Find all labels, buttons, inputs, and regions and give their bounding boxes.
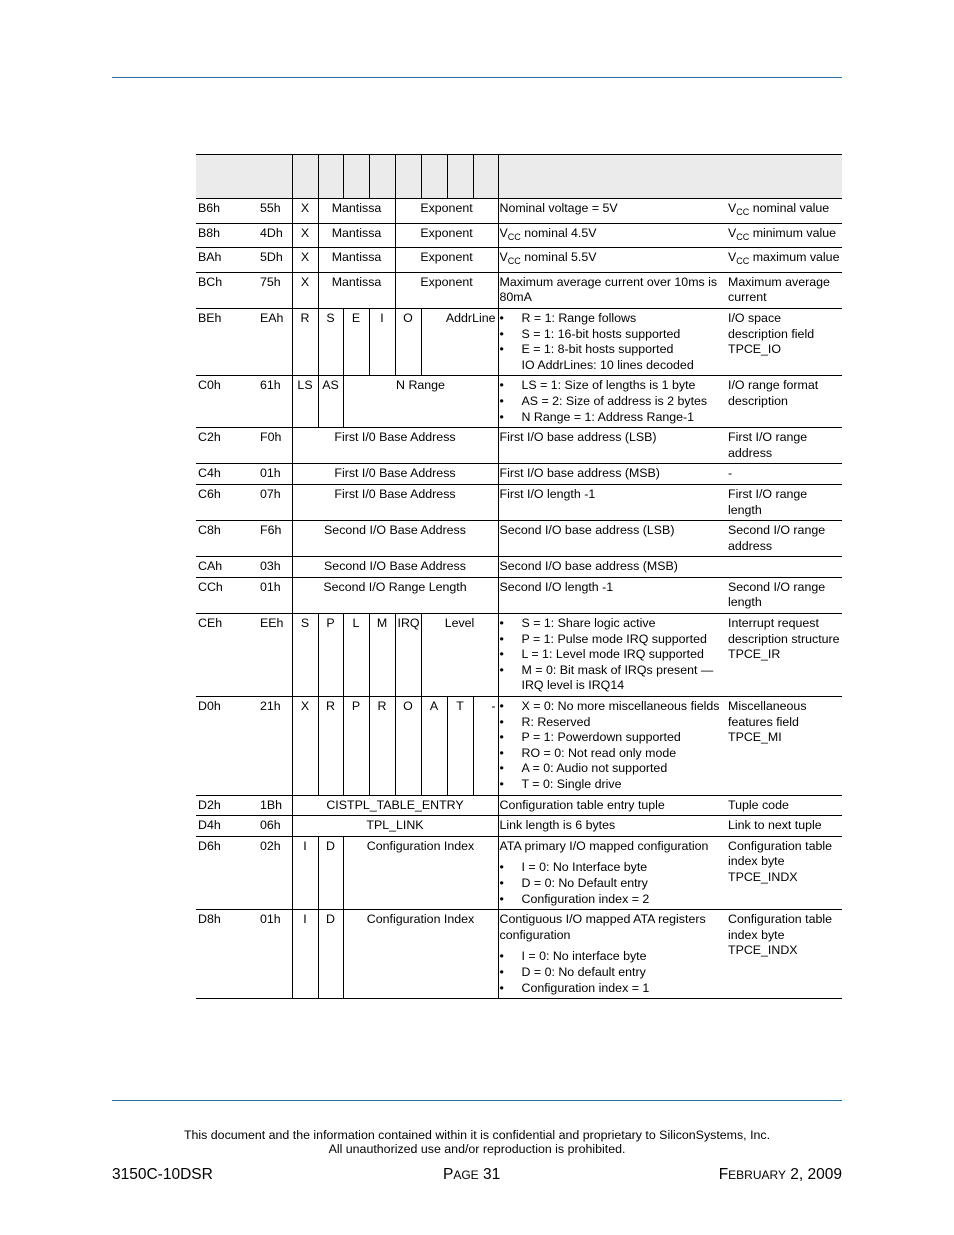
bullet-glyph: • — [499, 378, 504, 393]
bit-field-cell: D — [318, 836, 343, 909]
bullet-item — [500, 892, 725, 908]
offset-cell: D0h — [196, 697, 258, 796]
bullet-item — [500, 730, 725, 746]
data-cell: 01h — [258, 910, 292, 999]
function-text: Configuration table index byte — [728, 838, 833, 869]
bullet-item — [500, 410, 725, 426]
offset-cell: CEh — [196, 614, 258, 697]
table-header-row — [196, 155, 842, 199]
bit-field-cell: Configuration Index — [343, 910, 498, 999]
offset-cell: D4h — [196, 816, 258, 837]
description-cell — [498, 484, 726, 520]
bullet-text: S = 1: Share logic active — [521, 616, 656, 631]
description-cell — [498, 577, 726, 613]
bit-field-cell: First I/0 Base Address — [292, 428, 498, 464]
bit-field-cell: AS — [318, 376, 343, 428]
bullet-text: I = 0: No interface byte — [521, 949, 647, 964]
bullet-item — [500, 663, 725, 694]
bit-field-cell: - — [473, 697, 498, 796]
bit-field-cell: T — [447, 697, 473, 796]
bullet-list — [500, 311, 725, 373]
description-text: Second I/O base address (MSB) — [499, 559, 678, 574]
function-cell — [726, 428, 842, 464]
offset-cell: C8h — [196, 521, 258, 557]
bullet-item — [500, 327, 725, 343]
doc-date — [719, 1166, 842, 1184]
bullet-item — [500, 616, 725, 632]
bit-field-cell: Exponent — [395, 199, 498, 224]
table-row — [196, 557, 842, 578]
bullet-item — [500, 876, 725, 892]
description-text: Maximum average current over 10ms is 80mA — [499, 274, 718, 305]
bullet-text: D = 0: No Default entry — [521, 875, 648, 890]
function-cell — [726, 795, 842, 816]
data-cell: 75h — [258, 272, 292, 308]
bullet-item — [500, 311, 725, 327]
offset-cell: D8h — [196, 910, 258, 999]
table-row — [196, 910, 842, 999]
data-cell: 61h — [258, 376, 292, 428]
top-rule — [112, 77, 842, 78]
bullet-item — [500, 342, 725, 358]
bullet-item — [500, 949, 725, 965]
description-cell — [498, 248, 726, 273]
bullet-glyph: • — [499, 761, 504, 776]
description-cell — [498, 521, 726, 557]
data-cell: 01h — [258, 464, 292, 485]
bit-field-cell: S — [292, 614, 318, 697]
bit-field-cell: Second I/O Range Length — [292, 577, 498, 613]
bit-field-cell: X — [292, 697, 318, 796]
offset-cell: B8h — [196, 223, 258, 248]
bit-field-cell: Exponent — [395, 272, 498, 308]
bit-field-cell: Second I/O Base Address — [292, 557, 498, 578]
description-cell — [498, 376, 726, 428]
offset-cell: C2h — [196, 428, 258, 464]
header-cell — [343, 155, 369, 199]
bullet-glyph: • — [499, 777, 504, 791]
bullet-text: N Range = 1: Address Range-1 — [521, 409, 695, 424]
description-text: ATA primary I/O mapped configuration — [499, 838, 709, 853]
function-text: TPCE_MI — [728, 730, 782, 745]
function-text: Interrupt request description structure — [728, 616, 840, 646]
table-row — [196, 521, 842, 557]
table-row — [196, 428, 842, 464]
bullet-item — [500, 394, 725, 410]
description-cell — [498, 308, 726, 375]
data-cell: 03h — [258, 557, 292, 578]
date-value: 2, 2009 — [790, 1166, 842, 1183]
bullet-text: E = 1: 8-bit hosts supported — [521, 342, 674, 357]
description-cell — [498, 557, 726, 578]
bullet-text: S = 1: 16-bit hosts supported — [521, 326, 681, 341]
bullet-glyph: • — [499, 631, 504, 646]
offset-cell: BCh — [196, 272, 258, 308]
table-row — [196, 836, 842, 909]
bit-field-cell: L — [343, 614, 369, 697]
data-cell: 02h — [258, 836, 292, 909]
bullet-text: P = 1: Pulse mode IRQ supported — [521, 631, 707, 646]
bullet-glyph: • — [499, 409, 504, 424]
function-cell — [726, 199, 842, 224]
bullet-text: P = 1: Powerdown supported — [521, 730, 681, 745]
description-cell — [498, 697, 726, 796]
header-cell — [258, 155, 292, 199]
bit-field-cell: Mantissa — [318, 248, 395, 273]
bullet-item — [500, 647, 725, 663]
bit-field-cell: Second I/O Base Address — [292, 521, 498, 557]
bit-field-cell: X — [292, 272, 318, 308]
table-row — [196, 248, 842, 273]
description-cell — [498, 272, 726, 308]
function-cell — [726, 484, 842, 520]
function-cell — [726, 557, 842, 578]
table-row — [196, 223, 842, 248]
bit-field-cell: R — [292, 308, 318, 375]
table-row — [196, 308, 842, 375]
doc-number: 3150C-10DSR — [112, 1166, 213, 1183]
bit-field-cell: AddrLine — [421, 308, 498, 375]
function-text: TPCE_IR — [728, 647, 781, 662]
function-text — [728, 226, 840, 246]
function-text: First I/O range address — [728, 430, 808, 460]
bullet-glyph: • — [499, 699, 504, 714]
bullet-glyph: • — [499, 891, 504, 906]
bullet-glyph: • — [499, 393, 504, 408]
description-value: nominal 4.5V — [520, 225, 597, 240]
function-cell — [726, 836, 842, 909]
bit-field-cell: Exponent — [395, 248, 498, 273]
bullet-item — [500, 761, 725, 777]
data-cell: F6h — [258, 521, 292, 557]
offset-cell: B6h — [196, 199, 258, 224]
offset-cell: C4h — [196, 464, 258, 485]
bullet-glyph: • — [499, 662, 504, 677]
bullet-text: I = 0: No Interface byte — [521, 860, 648, 875]
description-cell — [498, 614, 726, 697]
offset-cell: BEh — [196, 308, 258, 375]
data-cell: 21h — [258, 697, 292, 796]
table-row — [196, 272, 842, 308]
function-value: maximum value — [749, 250, 840, 265]
function-text: Maximum average current — [728, 274, 830, 305]
table-row — [196, 795, 842, 816]
header-cell — [498, 155, 726, 199]
offset-cell: C0h — [196, 376, 258, 428]
function-cell — [726, 816, 842, 837]
description-cell — [498, 910, 726, 999]
bit-field-cell: X — [292, 248, 318, 273]
function-text — [728, 250, 840, 270]
bullet-text: D = 0: No default entry — [521, 964, 646, 979]
description-text: First I/O base address (MSB) — [499, 466, 660, 481]
bit-field-cell: S — [318, 308, 343, 375]
function-text: I/O range format description — [728, 378, 819, 408]
data-cell: 07h — [258, 484, 292, 520]
description-text: Second I/O base address (LSB) — [499, 523, 675, 538]
function-cell — [726, 223, 842, 248]
function-text: Second I/O range length — [728, 579, 826, 610]
bullet-list — [500, 860, 725, 907]
header-cell — [447, 155, 473, 199]
table-row — [196, 464, 842, 485]
bullet-glyph: • — [499, 875, 504, 890]
description-cell — [498, 464, 726, 485]
bullet-text: RO = 0: Not read only mode — [521, 745, 677, 760]
confidentiality-notice — [0, 1128, 954, 1156]
header-cell — [318, 155, 343, 199]
description-cell — [498, 836, 726, 909]
description-text — [500, 226, 725, 246]
header-cell — [395, 155, 421, 199]
function-cell — [726, 614, 842, 697]
function-cell — [726, 577, 842, 613]
header-cell — [726, 155, 842, 199]
cis-tuple-table — [196, 154, 842, 999]
bit-field-cell: Mantissa — [318, 223, 395, 248]
bullet-text: Configuration index = 2 — [521, 891, 650, 906]
bullet-item — [500, 860, 725, 876]
bullet-list — [500, 616, 725, 694]
offset-cell: C6h — [196, 484, 258, 520]
table-row — [196, 376, 842, 428]
bit-field-cell: CISTPL_TABLE_ENTRY — [292, 795, 498, 816]
function-cell — [726, 376, 842, 428]
description-text: Second I/O length -1 — [499, 579, 614, 594]
bullet-text: IO AddrLines: 10 lines decoded — [521, 357, 694, 372]
description-text: Nominal voltage = 5V — [499, 201, 618, 215]
vcc-symbol: V — [499, 225, 508, 240]
function-text: Second I/O range address — [728, 523, 826, 553]
function-text — [728, 201, 840, 221]
bullet-text: M = 0: Bit mask of IRQs present — IRQ level is IRQ14 — [521, 662, 714, 693]
description-text — [500, 250, 725, 270]
description-cell — [498, 795, 726, 816]
function-cell — [726, 697, 842, 796]
function-text: First I/O range length — [728, 486, 808, 517]
bit-field-cell: O — [395, 308, 421, 375]
description-text: First I/O length -1 — [499, 486, 596, 501]
table-row — [196, 614, 842, 697]
bullet-text: R = 1: Range follows — [521, 310, 637, 325]
bullet-item — [500, 777, 725, 793]
vcc-subscript: CC — [736, 256, 750, 267]
description-text: First I/O base address (LSB) — [499, 430, 657, 445]
header-cell — [292, 155, 318, 199]
bullet-item — [500, 746, 725, 762]
bullet-glyph: • — [499, 714, 504, 729]
bit-field-cell: Mantissa — [318, 199, 395, 224]
offset-cell: CAh — [196, 557, 258, 578]
data-cell: 1Bh — [258, 795, 292, 816]
bit-field-cell: LS — [292, 376, 318, 428]
table-row — [196, 577, 842, 613]
function-text: TPCE_INDX — [728, 943, 798, 958]
data-cell: F0h — [258, 428, 292, 464]
bullet-glyph: • — [499, 326, 504, 341]
bullet-list — [500, 378, 725, 425]
bit-field-cell: R — [318, 697, 343, 796]
table-row — [196, 199, 842, 224]
vcc-symbol: V — [728, 201, 737, 215]
description-cell — [498, 223, 726, 248]
page-number — [443, 1166, 500, 1184]
function-text: Link to next tuple — [728, 818, 822, 833]
bullet-glyph: • — [499, 310, 504, 325]
offset-cell: BAh — [196, 248, 258, 273]
description-value: nominal 5.5V — [520, 250, 597, 265]
bit-field-cell: Level — [421, 614, 498, 697]
bit-field-cell: E — [343, 308, 369, 375]
bit-field-cell: D — [318, 910, 343, 999]
function-cell — [726, 521, 842, 557]
bullet-glyph: • — [499, 616, 504, 631]
page-label-rest: AGE — [453, 1168, 479, 1182]
bullet-text: A = 0: Audio not supported — [521, 761, 668, 776]
bullet-glyph: • — [499, 949, 504, 964]
vcc-subscript: CC — [736, 207, 750, 217]
function-cell — [726, 248, 842, 273]
bit-field-cell: X — [292, 223, 318, 248]
data-cell: EAh — [258, 308, 292, 375]
bullet-item — [500, 632, 725, 648]
bit-field-cell: O — [395, 697, 421, 796]
table-row — [196, 816, 842, 837]
data-cell: 4Dh — [258, 223, 292, 248]
vcc-symbol: V — [499, 250, 508, 265]
offset-cell: D2h — [196, 795, 258, 816]
bullet-glyph: • — [499, 980, 504, 995]
data-cell: 01h — [258, 577, 292, 613]
bullet-item — [500, 981, 725, 997]
table-row — [196, 697, 842, 796]
bit-field-cell: N Range — [343, 376, 498, 428]
bit-field-cell: I — [292, 836, 318, 909]
bit-field-cell: P — [343, 697, 369, 796]
function-text: - — [728, 466, 733, 481]
offset-cell: D6h — [196, 836, 258, 909]
bit-field-cell: Configuration Index — [343, 836, 498, 909]
bullet-text: Configuration index = 1 — [521, 980, 650, 995]
bullet-list — [500, 699, 725, 793]
bit-field-cell: Exponent — [395, 223, 498, 248]
bullet-glyph: • — [499, 730, 504, 745]
bullet-list — [500, 949, 725, 996]
function-cell — [726, 272, 842, 308]
bullet-text: R: Reserved — [521, 714, 591, 729]
description-text: Contiguous I/O mapped ATA registers configuration — [499, 912, 706, 942]
header-cell — [369, 155, 395, 199]
description-cell — [498, 199, 726, 224]
function-value: minimum value — [749, 225, 837, 240]
function-cell — [726, 464, 842, 485]
bit-field-cell: TPL_LINK — [292, 816, 498, 837]
confidentiality-line-2: All unauthorized use and/or reproduction is prohibited. — [328, 1142, 626, 1156]
function-text: I/O space description field — [728, 310, 815, 341]
bit-field-cell: IRQ — [395, 614, 421, 697]
header-cell — [196, 155, 258, 199]
data-cell: EEh — [258, 614, 292, 697]
data-cell: 06h — [258, 816, 292, 837]
bullet-continuation — [500, 358, 725, 374]
vcc-symbol: V — [728, 250, 737, 265]
bit-field-cell: I — [369, 308, 395, 375]
function-text: Tuple code — [728, 797, 789, 812]
function-text: TPCE_INDX — [728, 869, 798, 884]
bullet-text: X = 0: No more miscellaneous fields — [521, 699, 720, 714]
bit-field-cell: R — [369, 697, 395, 796]
bullet-glyph: • — [499, 342, 504, 357]
bit-field-cell: M — [369, 614, 395, 697]
bit-field-cell: First I/0 Base Address — [292, 484, 498, 520]
description-cell — [498, 816, 726, 837]
bullet-glyph: • — [499, 964, 504, 979]
vcc-subscript: CC — [507, 231, 521, 242]
function-cell — [726, 910, 842, 999]
bullet-text: L = 1: Level mode IRQ supported — [521, 647, 704, 662]
header-cell — [421, 155, 447, 199]
date-month-rest: EBRUARY — [728, 1168, 786, 1182]
bit-field-cell: X — [292, 199, 318, 224]
data-cell: 5Dh — [258, 248, 292, 273]
function-text: Configuration table index byte — [728, 912, 833, 942]
data-cell: 55h — [258, 199, 292, 224]
bullet-item — [500, 715, 725, 731]
bit-field-cell: P — [318, 614, 343, 697]
function-text: TPCE_IO — [728, 342, 782, 357]
function-cell — [726, 308, 842, 375]
description-text: Configuration table entry tuple — [499, 797, 665, 812]
description-cell — [498, 428, 726, 464]
bullet-item — [500, 699, 725, 715]
date-initial: F — [718, 1166, 729, 1183]
bit-field-cell: First I/0 Base Address — [292, 464, 498, 485]
vcc-subscript: CC — [736, 231, 750, 242]
bullet-text: T = 0: Single drive — [521, 777, 622, 791]
bullet-glyph: • — [499, 860, 504, 875]
bullet-text: LS = 1: Size of lengths is 1 byte — [521, 378, 696, 393]
bit-field-cell: I — [292, 910, 318, 999]
page-value: 31 — [483, 1166, 501, 1183]
bullet-glyph: • — [499, 745, 504, 760]
bullet-item — [500, 378, 725, 394]
header-cell — [473, 155, 498, 199]
table-row — [196, 484, 842, 520]
offset-cell: CCh — [196, 577, 258, 613]
bottom-rule — [112, 1100, 842, 1101]
description-text: Link length is 6 bytes — [499, 818, 616, 833]
bullet-text: AS = 2: Size of address is 2 bytes — [521, 393, 708, 408]
bit-field-cell: Mantissa — [318, 272, 395, 308]
vcc-symbol: V — [728, 225, 737, 240]
vcc-subscript: CC — [507, 256, 521, 267]
confidentiality-line-1: This document and the information contained within it is confidential and proprietary to SiliconSystems, Inc. — [183, 1128, 771, 1142]
function-value: nominal value — [749, 201, 830, 215]
function-text: Miscellaneous features field — [728, 699, 807, 729]
page-label-initial: P — [443, 1166, 454, 1183]
bullet-glyph: • — [499, 647, 504, 662]
bit-field-cell: A — [421, 697, 447, 796]
bullet-item — [500, 965, 725, 981]
